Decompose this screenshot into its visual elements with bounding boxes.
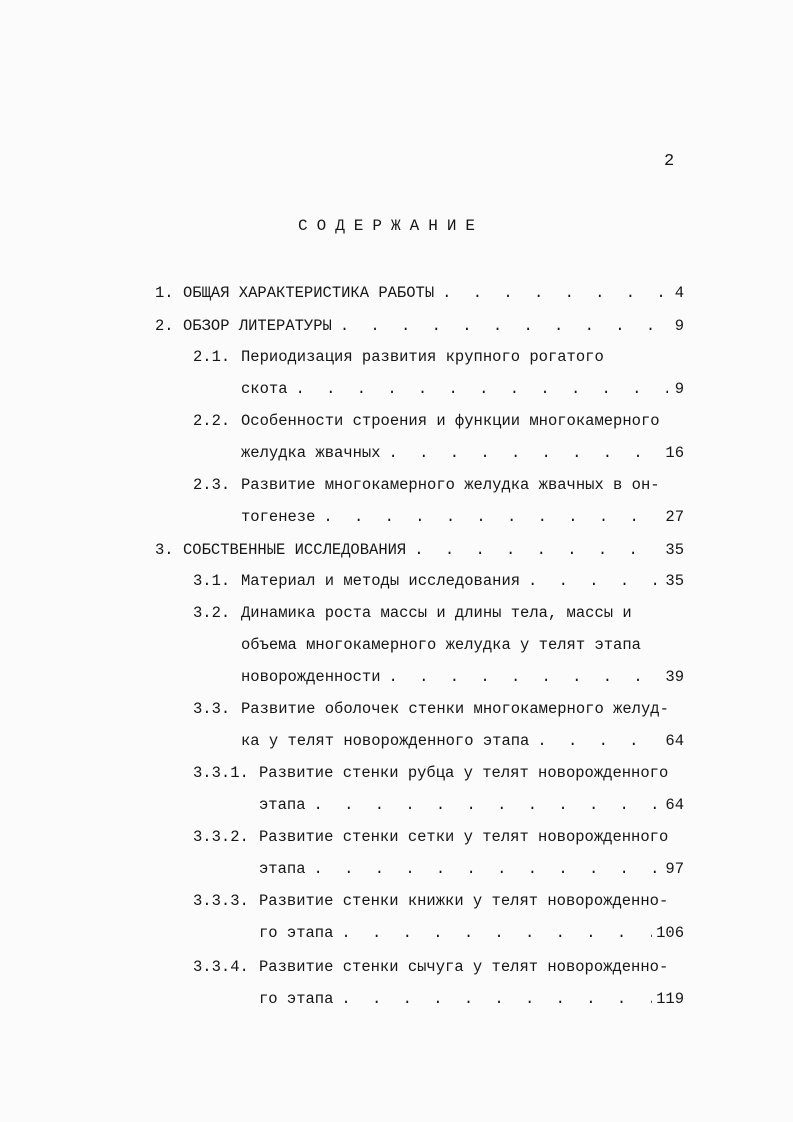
toc-entry-2-2[interactable]: [0, 443, 684, 463]
toc-entry-2-1-line1: [193, 347, 604, 367]
toc-text: Развитие стенки рубца у телят новорожденного: [259, 764, 669, 782]
page-title: СОДЕРЖАНИЕ: [298, 217, 485, 235]
toc-text: го этапа: [259, 924, 334, 942]
toc-entry-2[interactable]: [0, 316, 684, 336]
dot-leader: [414, 540, 661, 560]
toc-number: 1.: [155, 284, 174, 302]
toc-entry-3-3-1[interactable]: [0, 795, 684, 815]
toc-text: новорожденности: [241, 668, 381, 686]
toc-entry-3-2-line2: объема многокамерного желудка у телят этапа: [241, 636, 641, 654]
toc-text: Развитие оболочек стенки многокамерного желуд-: [241, 700, 669, 718]
toc-entry-2-3-line1: [193, 475, 660, 495]
dot-leader: [528, 571, 661, 591]
toc-text: этапа: [259, 796, 306, 814]
toc-page: 64: [665, 732, 684, 750]
toc-text: тогенезе: [241, 508, 316, 526]
toc-text: Развитие стенки сетки у телят новорожденного: [259, 828, 669, 846]
toc-text: ОБЩАЯ ХАРАКТЕРИСТИКА РАБОТЫ: [183, 284, 435, 302]
toc-entry-3-3-2-line1: [193, 827, 668, 847]
toc-entry-3-1[interactable]: [0, 571, 684, 591]
toc-number: 3.3.4.: [193, 958, 249, 976]
toc-text: ОБЗОР ЛИТЕРАТУРЫ: [183, 317, 332, 335]
toc-entry-3-3-2[interactable]: [0, 859, 684, 879]
toc-text: Развитие стенки сычуга у телят новорожденно-: [259, 958, 669, 976]
toc-text: Динамика роста массы и длины тела, массы и: [241, 604, 632, 622]
toc-entry-3-3[interactable]: [0, 731, 684, 751]
toc-entry-3-3-4[interactable]: [0, 989, 684, 1009]
toc-entry-2-2-line1: [193, 411, 660, 431]
toc-page: 9: [674, 317, 684, 335]
dot-leader: [389, 443, 662, 463]
toc-text: желудка жвачных: [241, 444, 381, 462]
dot-leader: [442, 283, 668, 303]
toc-entry-3-3-3-line1: [193, 891, 668, 911]
toc-entry-3-2[interactable]: [0, 667, 684, 687]
toc-number: 3.2.: [193, 604, 231, 622]
toc-number: 2.2.: [193, 412, 231, 430]
toc-entry-3-3-line1: [193, 699, 669, 719]
page-number: 2: [664, 152, 675, 171]
toc-text: скота: [241, 380, 288, 398]
toc-text: Материал и методы исследования: [241, 572, 521, 590]
toc-number: 2.3.: [193, 476, 231, 494]
toc-page: 27: [665, 508, 684, 526]
toc-entry-2-1[interactable]: [0, 379, 684, 399]
toc-text: Развитие многокамерного желудка жвачных в он-: [241, 476, 660, 494]
toc-entry-3-3-1-line1: [193, 763, 668, 783]
dot-leader: [323, 507, 661, 527]
toc-page: 106: [656, 924, 684, 942]
toc-number: 3.1.: [193, 572, 231, 590]
toc-number: 3.: [155, 541, 174, 559]
toc-number: 3.3.: [193, 700, 231, 718]
toc-text: Развитие стенки книжки у телят новорожденно-: [259, 892, 669, 910]
toc-number: 2.: [155, 317, 174, 335]
dot-leader: [537, 731, 661, 751]
toc-entry-1[interactable]: [0, 283, 684, 303]
dot-leader: [296, 379, 668, 399]
toc-page: 9: [674, 380, 684, 398]
toc-entry-3-2-line1: [193, 603, 632, 623]
dot-leader: [389, 667, 662, 687]
dot-leader: [341, 989, 652, 1009]
toc-number: 3.3.1.: [193, 764, 249, 782]
toc-entry-3-3-4-line1: [193, 957, 668, 977]
toc-page: 4: [674, 284, 684, 302]
toc-text: Особенности строения и функции многокамерного: [241, 412, 660, 430]
toc-text: го этапа: [259, 990, 334, 1008]
toc-page: 35: [665, 541, 684, 559]
toc-page: 97: [665, 860, 684, 878]
toc-page: 39: [665, 668, 684, 686]
toc-page: 16: [665, 444, 684, 462]
toc-number: 3.3.3.: [193, 892, 249, 910]
dot-leader: [314, 795, 662, 815]
dot-leader: [340, 316, 668, 336]
toc-number: 2.1.: [193, 348, 231, 366]
toc-entry-2-3[interactable]: [0, 507, 684, 527]
toc-page: 119: [656, 990, 684, 1008]
toc-text: этапа: [259, 860, 306, 878]
toc-page: 64: [665, 796, 684, 814]
toc-text: ка у телят новорожденного этапа: [241, 732, 530, 750]
dot-leader: [341, 923, 652, 943]
toc-number: 3.3.2.: [193, 828, 249, 846]
toc-text: Периодизация развития крупного рогатого: [241, 348, 604, 366]
toc-entry-3-3-3[interactable]: [0, 923, 684, 943]
toc-entry-3[interactable]: [0, 540, 684, 560]
toc-text: СОБСТВЕННЫЕ ИССЛЕДОВАНИЯ: [183, 541, 407, 559]
dot-leader: [314, 859, 662, 879]
toc-page: 35: [665, 572, 684, 590]
